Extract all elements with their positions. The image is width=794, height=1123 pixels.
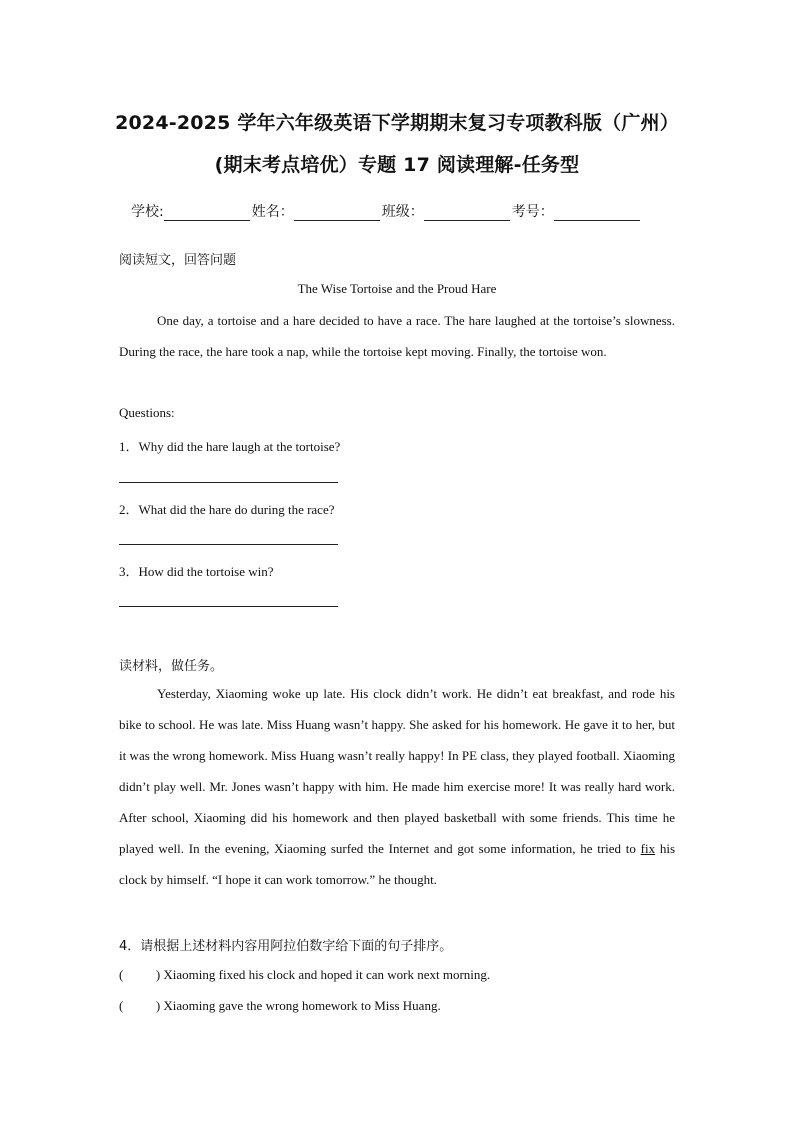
answer-line-2[interactable] xyxy=(119,544,338,545)
section2-passage xyxy=(119,678,675,895)
exam-no-label: 考号： xyxy=(511,204,554,220)
page-title-line2: (期末考点培优）专题 17 阅读理解-任务型 xyxy=(214,154,580,176)
passage-text-after: his clock by himself. “I hope it can work tomorrow.” he thought. xyxy=(119,841,676,887)
school-label: 学校: xyxy=(131,204,164,220)
questions-label: Questions: xyxy=(119,405,175,420)
ordering-item-1[interactable]: ( ) Xiaoming fixed his clock and hoped it can work next morning. xyxy=(119,967,491,982)
class-field[interactable] xyxy=(424,206,510,221)
exam-no-field[interactable] xyxy=(554,206,640,221)
page-title-line1: 2024-2025 学年六年级英语下学期期末复习专项教科版（广州） xyxy=(115,112,679,134)
question-2: 2．What did the hare do during the race? xyxy=(119,502,335,517)
answer-line-1[interactable] xyxy=(119,482,338,483)
question-1: 1．Why did the hare laugh at the tortoise? xyxy=(119,439,341,454)
school-field[interactable] xyxy=(164,206,250,221)
underlined-word-fix: fix xyxy=(640,841,656,856)
name-field[interactable] xyxy=(294,206,380,221)
student-info-row xyxy=(131,201,642,221)
ordering-item-2[interactable]: ( ) Xiaoming gave the wrong homework to Miss Huang. xyxy=(119,998,441,1013)
story-title: The Wise Tortoise and the Proud Hare xyxy=(297,281,497,296)
answer-line-3[interactable] xyxy=(119,606,338,607)
section1-passage: One day, a tortoise and a hare decided to have a race. The hare laughed at the tortoise’s slowness. During the race, the hare took a nap, while the tortoise kept moving. Finally, the tortoise won. xyxy=(119,313,675,359)
section2-instruction: 读材料，做任务。 xyxy=(119,659,224,674)
name-label: 姓名： xyxy=(251,204,294,220)
question-3: 3．How did the tortoise win? xyxy=(119,564,274,579)
passage-text-before: Yesterday, Xiaoming woke up late. His clock didn’t work. He didn’t eat breakfast, and rode his bike to school. He was late. Miss Huang wasn’t happy. She asked for his homework. He gave it to her, but it was the wrong homework. Miss Huang wasn’t really happy! In PE class, they played football. Xiaoming didn’t play well. Mr. Jones wasn’t happy with him. He made him exercise more! It was really hard work. After school, Xiaoming did his homework and then played basketball with some friends. This time he played well. In the evening, Xiaoming surfed the Internet and got some information, he tried to xyxy=(119,686,675,856)
task-4-instruction: 4．请根据上述材料内容用阿拉伯数字给下面的句子排序。 xyxy=(119,939,453,954)
section1-instruction: 阅读短文，回答问题 xyxy=(119,253,237,268)
class-label: 班级： xyxy=(381,204,424,220)
